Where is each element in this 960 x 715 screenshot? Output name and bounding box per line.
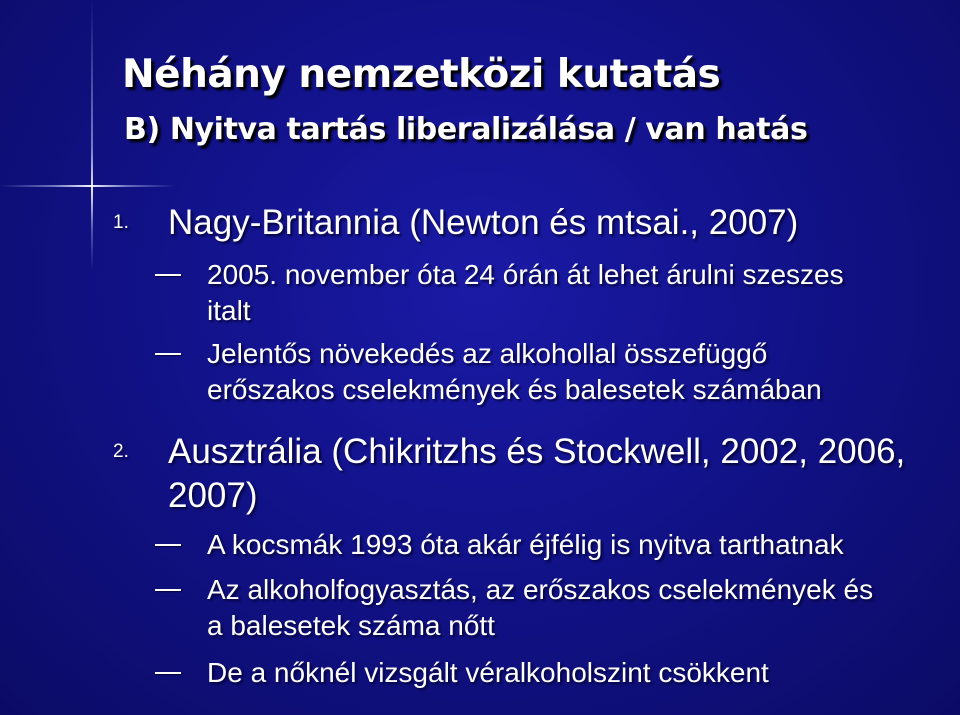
- slide-subtitle: B) Nyitva tartás liberalizálása / van hatás: [124, 112, 808, 147]
- slide-title: Néhány nemzetközi kutatás: [122, 52, 721, 97]
- sub-item: [207, 257, 844, 329]
- sub-item-text: erőszakos cselekmények és balesetek számában: [207, 374, 822, 405]
- sub-item-text: De a nőknél vizsgált véralkoholszint csökkent: [207, 657, 769, 688]
- sub-item: [207, 336, 822, 408]
- list-item-text: Nagy-Britannia (Newton és mtsai., 2007): [168, 203, 799, 242]
- list-item-2: [113, 430, 906, 518]
- decorative-horizontal-line: [0, 185, 175, 187]
- sub-item-text: a balesetek száma nőtt: [207, 610, 495, 641]
- list-item-number: 1.: [113, 212, 129, 233]
- decorative-vertical-line: [91, 0, 93, 270]
- dash-bullet-icon: [155, 544, 181, 546]
- list-item-text: Ausztrália (Chikritzhs és Stockwell, 2002, 2006,: [168, 432, 906, 471]
- sub-item: [207, 655, 769, 691]
- dash-bullet-icon: [155, 672, 181, 674]
- sub-item-text: Az alkoholfogyasztás, az erőszakos cselekmények és: [207, 574, 874, 605]
- sub-item: [207, 527, 844, 563]
- sub-item-text: italt: [207, 295, 251, 326]
- sub-item-text: Jelentős növekedés az alkohollal összefüggő: [207, 338, 768, 369]
- sub-item-text: 2005. november óta 24 órán át lehet árulni szeszes: [207, 259, 844, 290]
- sub-item-text: A kocsmák 1993 óta akár éjfélig is nyitva tarthatnak: [207, 529, 844, 560]
- dash-bullet-icon: [155, 589, 181, 591]
- dash-bullet-icon: [155, 353, 181, 355]
- list-item-text: 2007): [168, 476, 258, 515]
- list-item-number: 2.: [113, 441, 129, 462]
- list-item-1: [113, 201, 799, 245]
- sub-item: [207, 572, 873, 644]
- dash-bullet-icon: [155, 274, 181, 276]
